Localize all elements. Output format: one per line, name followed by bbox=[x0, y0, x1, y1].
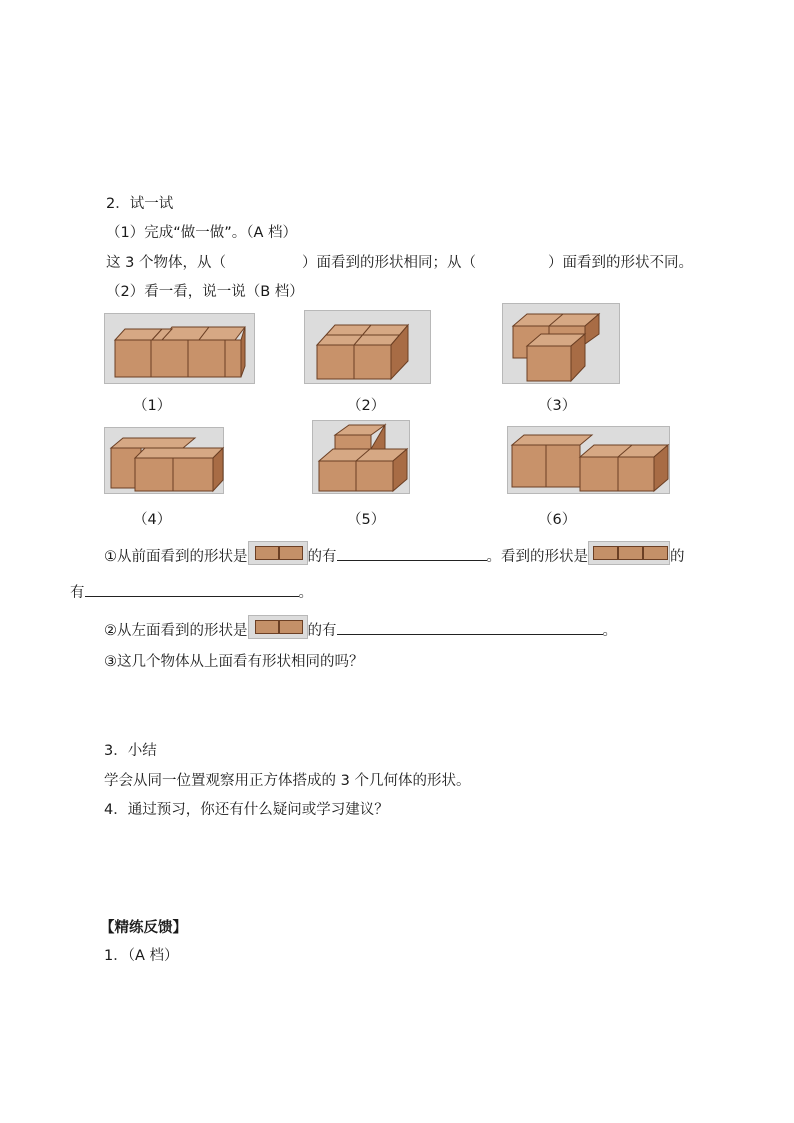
two-square-shape-icon bbox=[248, 541, 308, 565]
answer-blank-front-1[interactable] bbox=[337, 546, 487, 561]
q1-text-c: ）面看到的形状不同。 bbox=[547, 255, 693, 271]
question-1-line bbox=[106, 253, 693, 273]
figure-2-image bbox=[304, 310, 431, 384]
q-front-text-d: 的 bbox=[670, 549, 685, 565]
q-front-text-f: 。 bbox=[298, 585, 313, 601]
figure-3-cubes bbox=[503, 304, 621, 385]
question-front-view-cont bbox=[70, 582, 313, 603]
figure-1-label: （1） bbox=[133, 398, 172, 414]
section4-text: 4．通过预习，你还有什么疑问或学习建议？ bbox=[104, 802, 389, 818]
figure-4-label: （4） bbox=[133, 512, 172, 528]
figure-4-image bbox=[104, 427, 224, 494]
q1-text-a: 这 3 个物体，从（ bbox=[106, 255, 226, 271]
feedback-heading: 【精练反馈】 bbox=[100, 920, 187, 936]
feedback-item-1: 1．（A 档） bbox=[104, 948, 179, 964]
answer-blank-front-2[interactable] bbox=[85, 582, 299, 597]
q1-text-b: ）面看到的形状相同；从（ bbox=[301, 255, 476, 271]
question-top-view: ③这几个物体从上面看有形状相同的吗？ bbox=[104, 654, 364, 670]
figure-6-image bbox=[507, 426, 670, 494]
q-front-text-c: 。看到的形状是 bbox=[486, 549, 588, 565]
answer-blank-left[interactable] bbox=[337, 620, 603, 635]
question-left-view bbox=[104, 620, 617, 641]
q-left-text-b: 的有 bbox=[307, 623, 337, 639]
q-front-text-b: 的有 bbox=[307, 549, 337, 565]
figure-2-cubes bbox=[305, 311, 432, 385]
figure-5-image bbox=[312, 420, 410, 494]
figure-4-cubes bbox=[105, 428, 225, 495]
q-left-text-c: 。 bbox=[602, 623, 617, 639]
figure-2-label: （2） bbox=[347, 398, 386, 414]
q-front-text-e: 有 bbox=[70, 585, 85, 601]
figure-5-cubes bbox=[313, 421, 411, 495]
question-1: （1）完成“做一做”。（A 档） bbox=[106, 225, 298, 241]
q-left-text-a: ②从左面看到的形状是 bbox=[104, 623, 248, 639]
section3-heading: 3．小结 bbox=[104, 743, 157, 759]
section2-heading: 2．试一试 bbox=[106, 196, 174, 212]
question-2: （2）看一看，说一说（B 档） bbox=[106, 284, 304, 300]
two-square-shape-icon bbox=[248, 615, 308, 639]
three-square-shape-icon bbox=[588, 541, 670, 565]
figure-1-cubes bbox=[105, 314, 256, 385]
figure-1-image bbox=[104, 313, 255, 384]
q-front-text-a: ①从前面看到的形状是 bbox=[104, 549, 248, 565]
figure-6-label: （6） bbox=[538, 512, 577, 528]
question-front-view bbox=[104, 546, 685, 567]
figure-3-image bbox=[502, 303, 620, 384]
figure-3-label: （3） bbox=[538, 398, 577, 414]
section3-text: 学会从同一位置观察用正方体搭成的 3 个几何体的形状。 bbox=[104, 773, 471, 789]
figure-6-cubes bbox=[508, 427, 671, 495]
figure-5-label: （5） bbox=[347, 512, 386, 528]
